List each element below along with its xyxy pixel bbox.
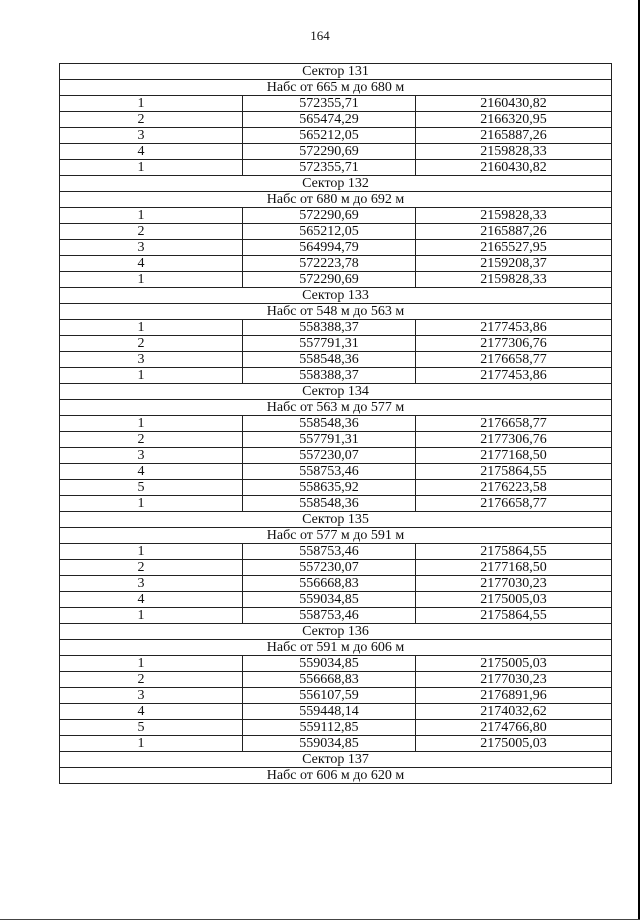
coordinate-x: 559112,85 <box>243 720 416 736</box>
point-row <box>60 656 612 672</box>
coordinate-y: 2176658,77 <box>416 352 612 368</box>
point-row <box>60 592 612 608</box>
point-row <box>60 160 612 176</box>
point-number: 1 <box>60 368 243 384</box>
altitude-range: Набс от 591 м до 606 м <box>60 640 612 656</box>
point-number: 2 <box>60 112 243 128</box>
coordinate-y: 2177453,86 <box>416 320 612 336</box>
altitude-range: Набс от 665 м до 680 м <box>60 80 612 96</box>
coordinate-x: 559034,85 <box>243 736 416 752</box>
coordinate-y: 2176658,77 <box>416 496 612 512</box>
coordinate-y: 2159208,37 <box>416 256 612 272</box>
point-row <box>60 272 612 288</box>
sector-title-row <box>60 288 612 304</box>
point-number: 1 <box>60 160 243 176</box>
coordinates-table-body <box>60 64 612 784</box>
sector-title-row <box>60 176 612 192</box>
coordinate-y: 2166320,95 <box>416 112 612 128</box>
altitude-range-row <box>60 528 612 544</box>
coordinates-table-container <box>59 63 611 784</box>
point-row <box>60 736 612 752</box>
coordinate-y: 2175864,55 <box>416 464 612 480</box>
point-number: 1 <box>60 208 243 224</box>
altitude-range: Набс от 563 м до 577 м <box>60 400 612 416</box>
point-row <box>60 112 612 128</box>
coordinate-x: 557791,31 <box>243 336 416 352</box>
sector-title: Сектор 137 <box>60 752 612 768</box>
sector-title-row <box>60 624 612 640</box>
point-row <box>60 688 612 704</box>
altitude-range-row <box>60 192 612 208</box>
point-number: 3 <box>60 128 243 144</box>
point-number: 4 <box>60 592 243 608</box>
coordinate-x: 556668,83 <box>243 576 416 592</box>
point-row <box>60 96 612 112</box>
coordinate-x: 565212,05 <box>243 224 416 240</box>
coordinate-y: 2175005,03 <box>416 736 612 752</box>
point-number: 2 <box>60 224 243 240</box>
coordinate-y: 2159828,33 <box>416 144 612 160</box>
sector-title-row <box>60 384 612 400</box>
coordinate-x: 557230,07 <box>243 560 416 576</box>
point-number: 1 <box>60 320 243 336</box>
coordinate-x: 564994,79 <box>243 240 416 256</box>
point-number: 1 <box>60 544 243 560</box>
coordinate-y: 2159828,33 <box>416 272 612 288</box>
coordinate-y: 2175864,55 <box>416 608 612 624</box>
coordinate-x: 565474,29 <box>243 112 416 128</box>
coordinate-x: 558388,37 <box>243 320 416 336</box>
point-row <box>60 416 612 432</box>
point-row <box>60 352 612 368</box>
coordinate-x: 558753,46 <box>243 544 416 560</box>
coordinate-x: 572223,78 <box>243 256 416 272</box>
coordinate-y: 2177168,50 <box>416 448 612 464</box>
point-number: 2 <box>60 560 243 576</box>
point-number: 2 <box>60 672 243 688</box>
point-row <box>60 480 612 496</box>
coordinate-x: 572355,71 <box>243 160 416 176</box>
point-row <box>60 320 612 336</box>
coordinate-x: 572290,69 <box>243 144 416 160</box>
coordinate-y: 2174766,80 <box>416 720 612 736</box>
point-row <box>60 128 612 144</box>
coordinate-x: 558388,37 <box>243 368 416 384</box>
point-number: 2 <box>60 336 243 352</box>
coordinate-y: 2159828,33 <box>416 208 612 224</box>
coordinate-y: 2165887,26 <box>416 224 612 240</box>
sector-title: Сектор 134 <box>60 384 612 400</box>
coordinate-y: 2174032,62 <box>416 704 612 720</box>
point-number: 4 <box>60 256 243 272</box>
coordinate-x: 557230,07 <box>243 448 416 464</box>
altitude-range: Набс от 606 м до 620 м <box>60 768 612 784</box>
sector-title: Сектор 132 <box>60 176 612 192</box>
point-number: 1 <box>60 656 243 672</box>
coordinate-x: 558548,36 <box>243 416 416 432</box>
coordinate-x: 558548,36 <box>243 496 416 512</box>
point-row <box>60 464 612 480</box>
coordinate-y: 2177306,76 <box>416 432 612 448</box>
altitude-range-row <box>60 400 612 416</box>
point-row <box>60 256 612 272</box>
point-row <box>60 336 612 352</box>
sector-title-row <box>60 512 612 528</box>
point-row <box>60 448 612 464</box>
point-number: 3 <box>60 576 243 592</box>
point-number: 3 <box>60 352 243 368</box>
point-number: 3 <box>60 240 243 256</box>
altitude-range-row <box>60 304 612 320</box>
point-number: 1 <box>60 416 243 432</box>
coordinates-table <box>59 63 612 784</box>
point-row <box>60 720 612 736</box>
sector-title: Сектор 133 <box>60 288 612 304</box>
point-number: 4 <box>60 464 243 480</box>
point-row <box>60 240 612 256</box>
point-row <box>60 560 612 576</box>
coordinate-y: 2177306,76 <box>416 336 612 352</box>
point-row <box>60 432 612 448</box>
coordinate-y: 2176891,96 <box>416 688 612 704</box>
coordinate-y: 2165527,95 <box>416 240 612 256</box>
coordinate-y: 2177168,50 <box>416 560 612 576</box>
coordinate-x: 556107,59 <box>243 688 416 704</box>
sector-title: Сектор 135 <box>60 512 612 528</box>
coordinate-y: 2160430,82 <box>416 96 612 112</box>
point-number: 1 <box>60 496 243 512</box>
sector-title-row <box>60 752 612 768</box>
point-row <box>60 608 612 624</box>
coordinate-x: 556668,83 <box>243 672 416 688</box>
coordinate-y: 2175005,03 <box>416 656 612 672</box>
point-number: 1 <box>60 608 243 624</box>
coordinate-x: 558753,46 <box>243 608 416 624</box>
point-row <box>60 672 612 688</box>
point-row <box>60 576 612 592</box>
point-number: 5 <box>60 480 243 496</box>
point-number: 5 <box>60 720 243 736</box>
coordinate-x: 565212,05 <box>243 128 416 144</box>
coordinate-x: 572355,71 <box>243 96 416 112</box>
coordinate-x: 559448,14 <box>243 704 416 720</box>
point-row <box>60 144 612 160</box>
coordinate-x: 572290,69 <box>243 208 416 224</box>
point-number: 4 <box>60 144 243 160</box>
coordinate-y: 2177030,23 <box>416 576 612 592</box>
coordinate-x: 558753,46 <box>243 464 416 480</box>
point-row <box>60 496 612 512</box>
point-row <box>60 368 612 384</box>
coordinate-y: 2177030,23 <box>416 672 612 688</box>
point-number: 1 <box>60 736 243 752</box>
coordinate-x: 559034,85 <box>243 592 416 608</box>
point-number: 4 <box>60 704 243 720</box>
point-row <box>60 544 612 560</box>
coordinate-x: 559034,85 <box>243 656 416 672</box>
altitude-range-row <box>60 768 612 784</box>
coordinate-y: 2165887,26 <box>416 128 612 144</box>
coordinate-y: 2175864,55 <box>416 544 612 560</box>
point-row <box>60 704 612 720</box>
coordinate-x: 558635,92 <box>243 480 416 496</box>
coordinate-x: 557791,31 <box>243 432 416 448</box>
point-number: 1 <box>60 272 243 288</box>
point-row <box>60 224 612 240</box>
page-number: 164 <box>310 28 330 43</box>
point-number: 3 <box>60 688 243 704</box>
point-number: 3 <box>60 448 243 464</box>
coordinate-x: 572290,69 <box>243 272 416 288</box>
sector-title: Сектор 131 <box>60 64 612 80</box>
coordinate-y: 2175005,03 <box>416 592 612 608</box>
altitude-range-row <box>60 80 612 96</box>
coordinate-y: 2176658,77 <box>416 416 612 432</box>
coordinate-x: 558548,36 <box>243 352 416 368</box>
point-number: 2 <box>60 432 243 448</box>
coordinate-y: 2176223,58 <box>416 480 612 496</box>
coordinate-y: 2177453,86 <box>416 368 612 384</box>
point-number: 1 <box>60 96 243 112</box>
altitude-range: Набс от 680 м до 692 м <box>60 192 612 208</box>
sector-title-row <box>60 64 612 80</box>
coordinate-y: 2160430,82 <box>416 160 612 176</box>
point-row <box>60 208 612 224</box>
altitude-range: Набс от 577 м до 591 м <box>60 528 612 544</box>
altitude-range-row <box>60 640 612 656</box>
altitude-range: Набс от 548 м до 563 м <box>60 304 612 320</box>
sector-title: Сектор 136 <box>60 624 612 640</box>
